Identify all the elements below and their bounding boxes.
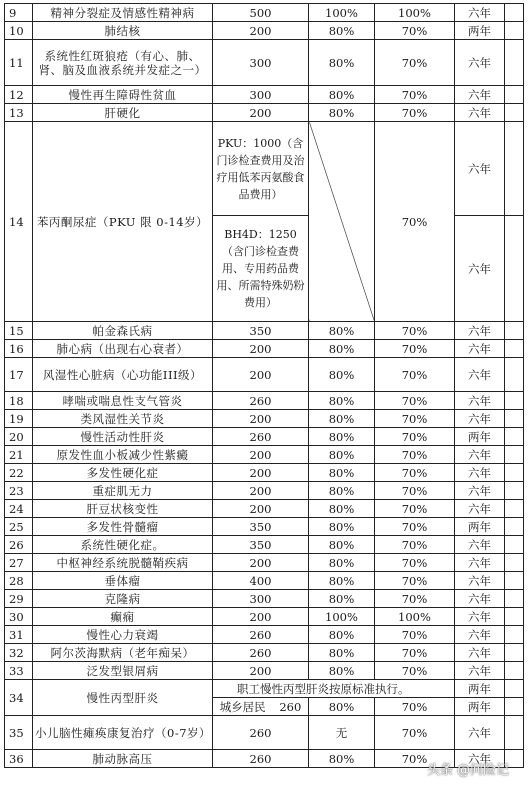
amount: 200: [213, 22, 309, 40]
rate-2: 70%: [375, 572, 455, 590]
table-row: [5, 662, 524, 680]
disease-name: 肝硬化: [33, 104, 213, 122]
blank-cell: [505, 4, 524, 22]
table-row: [5, 86, 524, 104]
blank-cell: [505, 554, 524, 572]
rate-2: 70%: [375, 104, 455, 122]
amount: 200: [213, 662, 309, 680]
table-body-middle: [5, 322, 524, 680]
disease-name: 肺结核: [33, 22, 213, 40]
term: 两年: [455, 680, 505, 698]
rate-2: 70%: [375, 340, 455, 358]
table-row: [5, 358, 524, 392]
rate-1: 80%: [309, 104, 375, 122]
row-number: 22: [5, 464, 33, 482]
amount: 260: [213, 750, 309, 768]
row-number: 19: [5, 410, 33, 428]
disease-name: 泛发型银屑病: [33, 662, 213, 680]
rate-1: 80%: [309, 40, 375, 86]
blank-cell: [505, 482, 524, 500]
amount: 200: [213, 464, 309, 482]
disease-name: 肝豆状核变性: [33, 500, 213, 518]
term: 六年: [455, 4, 505, 22]
amount: 200: [213, 500, 309, 518]
blank-cell: [505, 428, 524, 446]
row-number: 16: [5, 340, 33, 358]
row-number: 25: [5, 518, 33, 536]
table-row: [5, 572, 524, 590]
term: 六年: [455, 216, 505, 322]
blank-cell: [505, 500, 524, 518]
table-row: [5, 392, 524, 410]
rate-1: 80%: [309, 750, 375, 768]
rate-1: 80%: [309, 698, 375, 716]
blank-cell: [505, 446, 524, 464]
amount: 300: [213, 40, 309, 86]
rate-2: 100%: [375, 4, 455, 22]
rate-1: 80%: [309, 86, 375, 104]
disease-name: 重症肌无力: [33, 482, 213, 500]
table-row: [5, 40, 524, 86]
rate-1: 80%: [309, 464, 375, 482]
watermark: 头条 @问险记: [426, 763, 509, 778]
row-number: 32: [5, 644, 33, 662]
row-number: 26: [5, 536, 33, 554]
rate-1: 100%: [309, 608, 375, 626]
amount: 200: [213, 608, 309, 626]
rate-1: 80%: [309, 662, 375, 680]
term: 六年: [455, 608, 505, 626]
blank-cell: [505, 216, 524, 322]
amount: 260: [213, 428, 309, 446]
amount: 260: [213, 644, 309, 662]
term: 六年: [455, 554, 505, 572]
table-row: [5, 22, 524, 40]
term: 六年: [455, 644, 505, 662]
rate-2: 70%: [375, 536, 455, 554]
row-number: 14: [5, 122, 33, 322]
table-body-34: [5, 680, 524, 768]
resident-amount-cell: [213, 698, 309, 716]
amount: 200: [213, 358, 309, 392]
term: 六年: [455, 626, 505, 644]
rate-1: 80%: [309, 626, 375, 644]
blank-cell: [505, 86, 524, 104]
disease-name: 阿尔茨海默病（老年痴呆）: [33, 644, 213, 662]
amount: 200: [213, 554, 309, 572]
rate-2: 100%: [375, 608, 455, 626]
term: 六年: [455, 750, 505, 768]
rate-1: 100%: [309, 4, 375, 22]
blank-cell: [505, 340, 524, 358]
blank-cell: [505, 322, 524, 340]
table-body-14: [5, 122, 524, 322]
rate-1: 80%: [309, 518, 375, 536]
rate-2: 70%: [375, 358, 455, 392]
disease-name: 癫痫: [33, 608, 213, 626]
rate-2: 70%: [375, 750, 455, 768]
disease-name: 肺动脉高压: [33, 750, 213, 768]
disease-name: 哮喘或喘息性支气管炎: [33, 392, 213, 410]
disease-name: 慢性活动性肝炎: [33, 428, 213, 446]
blank-cell: [505, 518, 524, 536]
table-row: [5, 716, 524, 750]
amount: 200: [213, 446, 309, 464]
amount: 260: [213, 626, 309, 644]
table-row: [5, 410, 524, 428]
amount: 300: [213, 86, 309, 104]
table-row: [5, 4, 524, 22]
row-number: 28: [5, 572, 33, 590]
amount: 200: [213, 340, 309, 358]
term: 六年: [455, 40, 505, 86]
amount: 500: [213, 4, 309, 22]
disease-name: 垂体瘤: [33, 572, 213, 590]
disease-name: 慢性再生障碍性贫血: [33, 86, 213, 104]
amount: 260: [213, 716, 309, 750]
blank-cell: [505, 644, 524, 662]
rate-1: 80%: [309, 340, 375, 358]
disease-name: 多发性骨髓瘤: [33, 518, 213, 536]
term: 六年: [455, 392, 505, 410]
rate-2: 70%: [375, 40, 455, 86]
rate-1: 80%: [309, 410, 375, 428]
table-row: [5, 428, 524, 446]
table-body-top: [5, 4, 524, 122]
disease-name: 肺心病（出现右心衰者）: [33, 340, 213, 358]
row-number: 34: [5, 680, 33, 716]
row-number: 27: [5, 554, 33, 572]
term: 六年: [455, 590, 505, 608]
amount: 350: [213, 536, 309, 554]
row-number: 33: [5, 662, 33, 680]
term: 六年: [455, 536, 505, 554]
resident-amount: 260: [279, 699, 302, 714]
table-row: [5, 518, 524, 536]
blank-cell: [505, 410, 524, 428]
rate-2: 70%: [375, 446, 455, 464]
amount: 350: [213, 322, 309, 340]
rate-2: 70%: [375, 428, 455, 446]
term: 六年: [455, 86, 505, 104]
disease-name: 风湿性心脏病（心功能III级）: [33, 358, 213, 392]
disease-name: 精神分裂症及情感性精神病: [33, 4, 213, 22]
blank-cell: [505, 626, 524, 644]
term: 两年: [455, 22, 505, 40]
bh4d-amount: BH4D：1250（含门诊检查费用、专用药品费用、所需特殊奶粉费用）: [213, 216, 309, 322]
disease-name: 苯丙酮尿症（PKU 限 0-14岁）: [33, 122, 213, 322]
row-number: 12: [5, 86, 33, 104]
row-number: 18: [5, 392, 33, 410]
row-number: 29: [5, 590, 33, 608]
disease-name: 多发性硬化症: [33, 464, 213, 482]
term: 六年: [455, 340, 505, 358]
rate-1: 80%: [309, 482, 375, 500]
rate-1: 80%: [309, 572, 375, 590]
rate-1: 80%: [309, 644, 375, 662]
rate-1: 80%: [309, 500, 375, 518]
blank-cell: [505, 122, 524, 216]
row-number: 20: [5, 428, 33, 446]
resident-label: 城乡居民: [219, 699, 266, 714]
table-row: [5, 122, 524, 216]
term: 六年: [455, 572, 505, 590]
row-number: 31: [5, 626, 33, 644]
disease-name: 小儿脑性瘫痪康复治疗（0-7岁）: [33, 716, 213, 750]
term: 六年: [455, 464, 505, 482]
term: 两年: [455, 518, 505, 536]
blank-cell: [505, 716, 524, 750]
table-row: [5, 554, 524, 572]
table-row: [5, 500, 524, 518]
blank-cell: [505, 680, 524, 698]
rate-2: 70%: [375, 716, 455, 750]
disease-reimbursement-table: [4, 3, 524, 768]
pku-amount: PKU：1000（含门诊检查费用及治疗用低苯丙氨酸食品费用）: [213, 122, 309, 216]
row-number: 17: [5, 358, 33, 392]
amount: 400: [213, 572, 309, 590]
blank-cell: [505, 608, 524, 626]
table-row: [5, 446, 524, 464]
term: 六年: [455, 662, 505, 680]
row-number: 21: [5, 446, 33, 464]
rate-2: 70%: [375, 122, 455, 322]
blank-cell: [505, 392, 524, 410]
rate-2: 70%: [375, 22, 455, 40]
rate-2: 70%: [375, 626, 455, 644]
rate-2: 70%: [375, 392, 455, 410]
rate-1: 80%: [309, 536, 375, 554]
rate-2: 70%: [375, 410, 455, 428]
disease-name: 系统性硬化症。: [33, 536, 213, 554]
rate-2: 70%: [375, 698, 455, 716]
term: 六年: [455, 322, 505, 340]
row-number: 10: [5, 22, 33, 40]
table-row: [5, 536, 524, 554]
amount: 260: [213, 392, 309, 410]
blank-cell: [505, 104, 524, 122]
row-number: 36: [5, 750, 33, 768]
rate-2: 70%: [375, 590, 455, 608]
rate-1: 80%: [309, 392, 375, 410]
rate-2: 70%: [375, 322, 455, 340]
term: 六年: [455, 482, 505, 500]
blank-cell: [505, 464, 524, 482]
blank-cell: [505, 358, 524, 392]
rate-2: 70%: [375, 464, 455, 482]
term: 两年: [455, 698, 505, 716]
table-row: [5, 644, 524, 662]
diagonal-cell: [309, 122, 375, 322]
blank-cell: [505, 22, 524, 40]
term: 六年: [455, 104, 505, 122]
rate-2: 70%: [375, 518, 455, 536]
rate-1: 80%: [309, 22, 375, 40]
disease-name: 慢性丙型肝炎: [33, 680, 213, 716]
term: 六年: [455, 358, 505, 392]
rate-2: 70%: [375, 500, 455, 518]
row-number: 35: [5, 716, 33, 750]
term: 六年: [455, 716, 505, 750]
amount: 350: [213, 518, 309, 536]
term: 两年: [455, 428, 505, 446]
rate-1: 80%: [309, 446, 375, 464]
rate-1: 80%: [309, 554, 375, 572]
table-row: [5, 340, 524, 358]
table-row: [5, 590, 524, 608]
disease-name: 类风湿性关节炎: [33, 410, 213, 428]
rate-1: 80%: [309, 358, 375, 392]
term: 六年: [455, 500, 505, 518]
table-row: [5, 104, 524, 122]
table-row: [5, 464, 524, 482]
rate-1: 80%: [309, 428, 375, 446]
rate-2: 70%: [375, 86, 455, 104]
disease-table-sheet: [4, 3, 524, 768]
rate-2: 70%: [375, 644, 455, 662]
blank-cell: [505, 572, 524, 590]
table-row: [5, 626, 524, 644]
blank-cell: [505, 698, 524, 716]
disease-name: 克隆病: [33, 590, 213, 608]
row-number: 24: [5, 500, 33, 518]
table-row: [5, 322, 524, 340]
amount: 300: [213, 590, 309, 608]
disease-name: 帕金森氏病: [33, 322, 213, 340]
term: 六年: [455, 446, 505, 464]
blank-cell: [505, 590, 524, 608]
term: 六年: [455, 122, 505, 216]
amount: 200: [213, 482, 309, 500]
rate-1: 无: [309, 716, 375, 750]
row-number: 13: [5, 104, 33, 122]
disease-name: 中枢神经系统脱髓鞘疾病: [33, 554, 213, 572]
term: 六年: [455, 410, 505, 428]
disease-name: 原发性血小板减少性紫癜: [33, 446, 213, 464]
rate-2: 70%: [375, 662, 455, 680]
rate-1: 80%: [309, 322, 375, 340]
row-number: 23: [5, 482, 33, 500]
rate-2: 70%: [375, 554, 455, 572]
table-row: [5, 608, 524, 626]
row-number: 11: [5, 40, 33, 86]
amount: 200: [213, 104, 309, 122]
rate-2: 70%: [375, 482, 455, 500]
blank-cell: [505, 662, 524, 680]
disease-name: 系统性红斑狼疮（有心、肺、肾、脑及血液系统并发症之一）: [33, 40, 213, 86]
row-number: 15: [5, 322, 33, 340]
table-row: [5, 680, 524, 698]
disease-name: 慢性心力衰竭: [33, 626, 213, 644]
employee-note: 职工慢性丙型肝炎按原标准执行。: [213, 680, 455, 698]
blank-cell: [505, 536, 524, 554]
row-number: 9: [5, 4, 33, 22]
amount: 200: [213, 410, 309, 428]
row-number: 30: [5, 608, 33, 626]
table-row: [5, 482, 524, 500]
rate-1: 80%: [309, 590, 375, 608]
blank-cell: [505, 40, 524, 86]
